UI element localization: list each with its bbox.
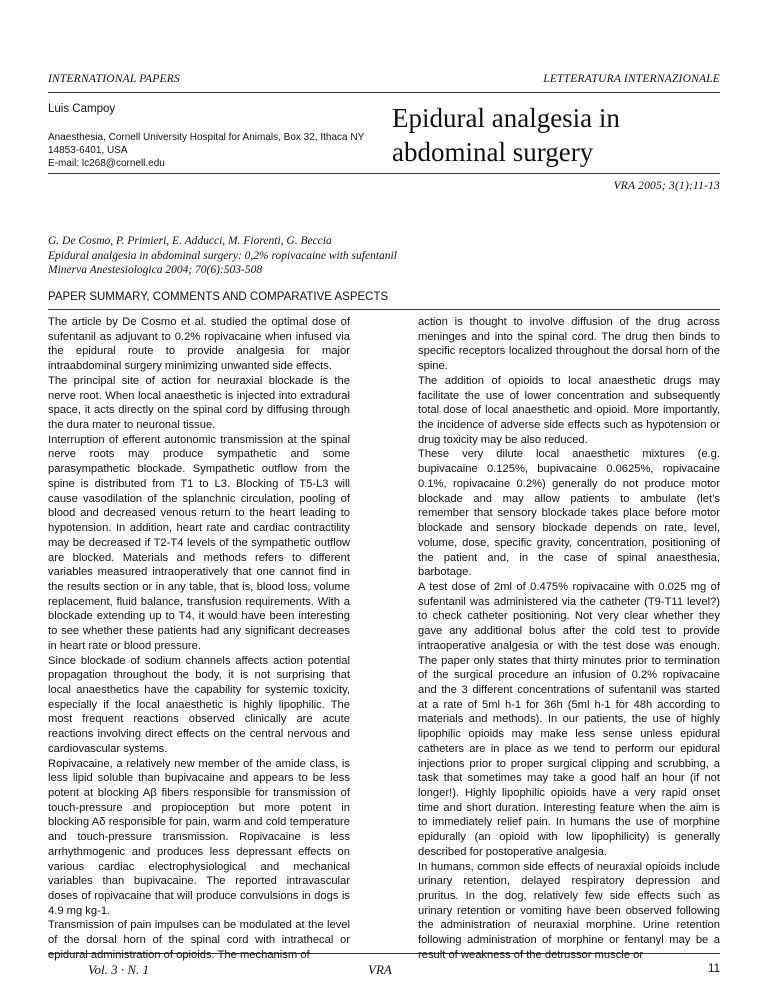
author-email: E-mail: lc268@cornell.edu	[48, 158, 165, 169]
running-header-right: LETTERATURA INTERNAZIONALE	[543, 73, 720, 85]
paragraph: These very dilute local anaesthetic mixtures (e.g. bupivacaine 0.125%, bupivacaine 0.0625%, ropivacaine 0.1%, ropivacaine 0.2%) generally do not produce motor blockade and may allow patients to ambulate (let’s remember that sensory blockade takes place before motor blockade and sensory blockade depends on rate, level, volume, dose, specific gravity, concentration, positioning of the patient and, in the case of spinal anaesthesia, barbotage.	[418, 448, 720, 579]
source-authors: G. De Cosmo, P. Primieri, E. Adducci, M. Fiorenti, G. Beccia	[48, 235, 332, 247]
paragraph: A test dose of 2ml of 0.475% ropivacaine with 0.025 mg of sufentanil was administered via the catheter (T9-T11 level?) to check catheter positioning. Not very clear whether they gave any additional bolus after the cold test to provide intraoperative analgesia or with the test dose was enough. The paper only states that thirty minutes prior to termination of the surgical procedure an infusion of 0.2% ropivacaine and the 3 different concentrations of sufentanil was started at a rate of 5ml h-1 for 36h (5ml h-1 for 48h according to materials and methods). In our patients, the use of highly lipophilic opioids may make less sense unless epidural catheters are in place as we tend to perform our epidural injections prior to proper surgical clipping and scrubbing, a task that sometimes may take a good half an hour (if not longer!). Highly lipophilic opioids have a very rapid onset time and short duration. Interesting feature when the aim is to immediately relief pain. In humans the use of morphine epidurally (an opioid with low lipophilicity) is generally described for postoperative analgesia.	[418, 580, 720, 858]
affiliation-line-1: Anaesthesia, Cornell University Hospital for Animals, Box 32, Ithaca NY	[48, 132, 365, 143]
paragraph: Transmission of pain impulses can be modulated at the level of the dorsal horn of the spinal cord with intrathecal or epidural administration of opioids. The mechanism of	[48, 919, 350, 961]
section-rule	[48, 309, 720, 310]
paragraph: The principal site of action for neuraxial blockade is the nerve root. When local anaesthetic is injected into extradural space, it acts directly on the spinal cord by diffusing through the dura mater to neuronal tissue.	[48, 374, 350, 432]
header-rule	[48, 92, 720, 93]
paragraph: In humans, common side effects of neuraxial opioids include urinary retention, delayed respiratory depression and pruritus. In the dog, relatively few side effects such as urinary retention or vomiting have been observed following the administration of neuraxial morphine. Urine retention following administration of morphine or fentanyl may be a result of weakness of the detrussor muscle or	[418, 860, 720, 961]
source-citation	[48, 234, 720, 278]
article-title-line-2: abdominal surgery	[392, 137, 594, 167]
paragraph: Ropivacaine, a relatively new member of the amide class, is less lipid soluble than bupivacaine and appears to be less potent at blocking Aβ fibers responsible for transmission of touch-pressure and propioception but more potent in blocking Aδ responsible for pain, warm and cold temperature and touch-pressure transmission. Ropivacaine is less arrhythmogenic and produces less depressant effects on various cardiac electrophysiological and mechanical variables than bupivacaine. The reported intravascular doses of ropivacaine that will produce convulsions in dogs is 4.9 mg kg-1.	[48, 757, 350, 917]
body-column-left	[48, 315, 350, 963]
page-number: 11	[708, 963, 720, 975]
affiliation-line-2: 14853-6401, USA	[48, 145, 128, 156]
paragraph: Interruption of efferent autonomic transmission at the spinal nerve roots may produce sympathetic and some parasympathetic blockade. Sympathetic outflow from the spine is distributed from T1 to L3. Blocking of T5-L3 will cause vasodilation of the splanchnic circulation, pooling of blood and decreased venous return to the heart leading to hypotension. In addition, heart rate and cardiac contractility may be decreased if T2-T4 levels of the sympathetic outflow are blocked. Materials and methods refers to different variables measured intraoperatively that one cannot find in the results section or in any table, that is, blood loss, volume replacement, fluid balance, transfusion requirements. With a blockade extending up to T4, it would have been interesting to see whether these patients had any significant decreases in heart rate or blood pressure.	[48, 433, 350, 652]
section-heading: PAPER SUMMARY, COMMENTS AND COMPARATIVE ASPECTS	[48, 291, 389, 303]
author-name: Luis Campoy	[48, 103, 116, 115]
journal-reference: VRA 2005; 3(1):11-13	[613, 180, 720, 192]
author-affiliation	[48, 131, 388, 170]
paragraph: action is thought to involve diffusion of the drug across meninges and into the spinal cord. The drug then binds to specific receptors localized throughout the dorsal horn of the spine.	[418, 316, 720, 373]
paragraph: Since blockade of sodium channels affects action potential propagation throughout the body, it is not surprising that local anaesthetics have the capability for systemic toxicity, especially if the local anaesthetic is highly lipophilic. The most frequent reactions observed clinically are acute reactions involving direct effects on the central nervous and cardiovascular systems.	[48, 654, 350, 755]
source-title: Epidural analgesia in abdominal surgery: 0,2% ropivacaine with sufentanil	[48, 249, 397, 262]
paragraph: The article by De Cosmo et al. studied the optimal dose of sufentanil as adjuvant to 0.2% ropivacaine when infused via the epidural route to provide analgesia for major intraabdominal surgery minimizing unwanted side effects.	[48, 316, 350, 373]
article-title	[392, 101, 722, 169]
running-header-left: INTERNATIONAL PAPERS	[48, 73, 180, 85]
source-journal: Minerva Anestesiologica 2004; 70(6):503-508	[48, 264, 263, 276]
footer-journal: VRA	[368, 962, 392, 977]
paragraph: The addition of opioids to local anaesthetic drugs may facilitate the use of lower concentration and subsequently total dose of local anaesthetic and opioid. More importantly, the incidence of adverse side effects such as hypotension or drug toxicity may be also reduced.	[418, 374, 720, 446]
article-title-line-1: Epidural analgesia in	[392, 103, 620, 133]
footer-rule	[48, 953, 720, 954]
title-rule	[48, 173, 720, 174]
body-column-right	[418, 315, 720, 963]
footer-volume: Vol. 3 · N. 1	[88, 962, 150, 977]
